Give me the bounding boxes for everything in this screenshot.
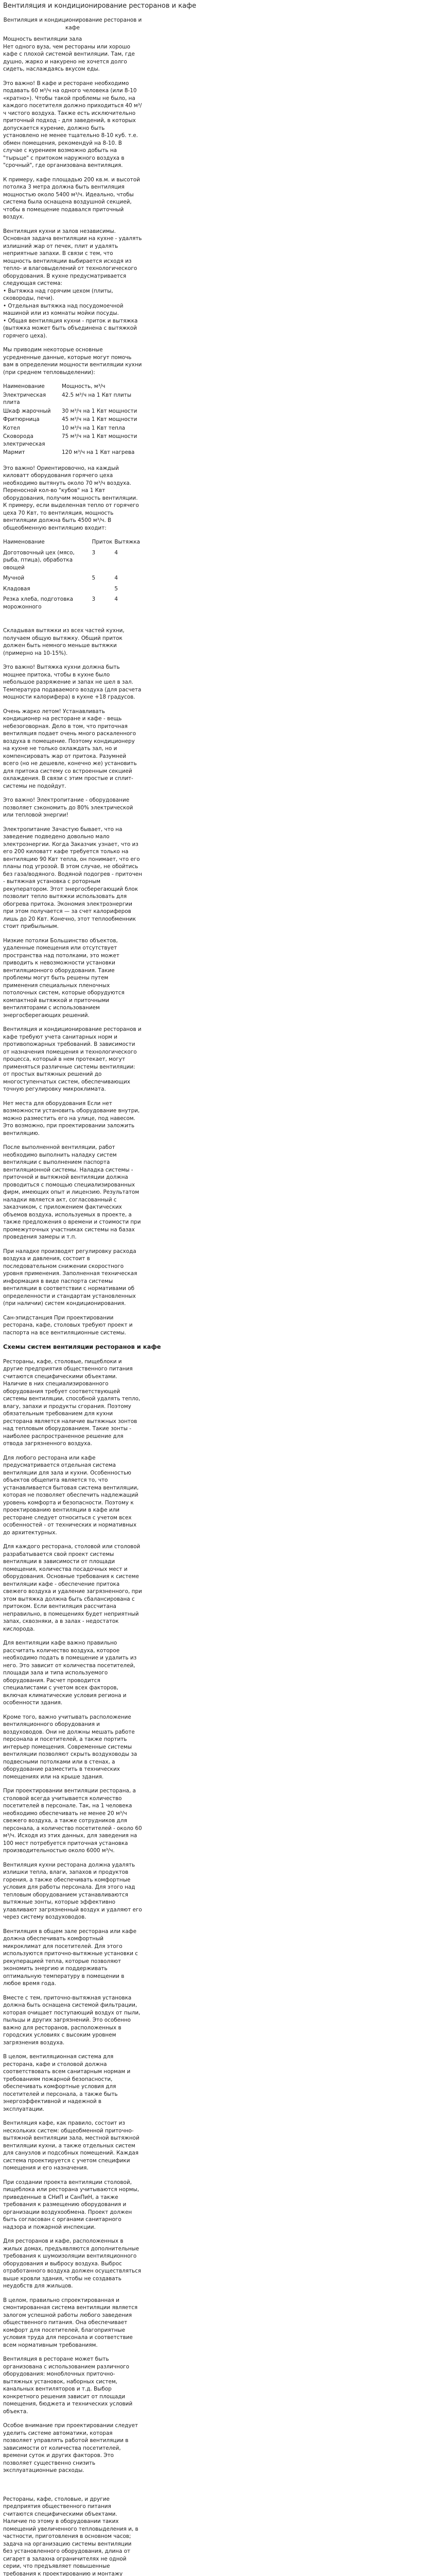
table-cell-value: 42.5 м³/ч на 1 Квт плиты	[62, 392, 132, 398]
table-cell-value: 10 м³/ч на 1 Квт тепла	[62, 425, 125, 431]
table-cell-name: Мармит	[3, 449, 25, 455]
table-cell-supply	[92, 585, 115, 596]
table-cell-name: Кладовая	[3, 585, 30, 592]
table-cell-exhaust: 4	[114, 549, 118, 556]
table-cell-value: 120 м³/ч на 1 Квт нагрева	[62, 449, 135, 455]
body-paragraph: Особое внимание при проектировании следует уделить системе автоматики, которая позволяет управлять работой вентиляции в зависимости от количества посетителей, времени суток и других факторов. Это позволяет существенно снизить эксплуатационные расходы.	[3, 2422, 138, 2473]
body-paragraph: Складывая вытяжки из всех частей кухни, получаем общую вытяжку. Общий приток должен быть немного меньше вытяжки (примерно на 10-15%).	[3, 628, 125, 656]
table-cell-supply: 3	[92, 596, 96, 602]
intro-paragraph: Это важно! В кафе и ресторане необходимо подавать 60 м³/ч на одного человека (или 8-10 «кратно»). Чтобы такой проблемы не было, на каждого посетителя должно приходиться 40 м³/ч чистого воздуха. Также есть исключительно приточный подход - для заведений, в которых допускается курение, должно быть установлено не менее тщательно 8-10 куб. т.е. обмен помещения, рекомендуй на 8-10. В случае с курением возможно добыть на "тырьце" с притоком наружного воздуха в "срочный", где организована вентиляция.	[3, 80, 142, 168]
body-paragraph: При проектировании вентиляции ресторана, а столовой всегда учитывается количество посетителей в персонале. Так, на 1 человека необходимо обеспечивать не менее 20 м³/ч свежего воздуха, а также сотрудников для персонала, а количество посетителей - около 60 м³/ч. Исходя из этих данных, для заведения на 100 мест потребуется приточная установка производительностью около 6000 м³/ч.	[3, 1788, 142, 1854]
section-title: Вентиляция и кондиционирование ресторанов и кафе	[3, 17, 142, 31]
table-cell-exhaust: 4	[114, 596, 118, 602]
table-row	[3, 433, 142, 449]
table-cell-name: Электрическая плита	[3, 392, 46, 405]
table-cell-name: Доготовочный цех (мясо, рыба, птица), обработка овощей	[3, 549, 75, 571]
table-row	[3, 383, 142, 392]
body-paragraph: Вентиляция кафе, как правило, состоит из нескольких систем: общеобменной приточно-вытяжной вентиляции зала, местной вытяжной вентиляции кухни, а также отдельных систем для санузлов и подсобных помещений. Каждая система проектируется с учетом специфики помещения и его назначения.	[3, 2120, 139, 2171]
column-header: Вытяжка	[114, 539, 140, 545]
body-paragraph: Для каждого ресторана, столовой или столовой разрабатывается свой проект системы вентиляции в зависимости от площади помещения, количества посадочных мест и оборудования. Основные требования к системе вентиляции кафе - обеспечение притока свежего воздуха и удаление загрязненного, при этом вытяжка должна быть сбалансирована с притоком. Если вентиляция рассчитана неправильно, в помещениях будет неприятный запах, сквозняки, а в залах - недостаток кислорода.	[3, 1544, 142, 1632]
table-cell-supply: 3	[92, 549, 96, 556]
body-paragraph: Вентиляция в общем зале ресторана или кафе должна обеспечивать комфортный микроклимат для посетителей. Для этого используются приточно-вытяжные установки с рекуперацией тепла, которые позволяют экономить энергию и поддерживать оптимальную температуру в помещении в любое время года.	[3, 1928, 138, 1987]
body-paragraph: Очень жарко летом! Устанавливать кондиционер на ресторане и кафе - вещь небезоговорная. Дело в том, что приточная вентиляция подает очень много раскаленного воздуха в помещение. Поэтому кондиционеру на кухне не только охлаждать зал, но и компенсировать жар от притока. Разумней всего (но не дешевле, конечно же) установить для притока систему со встроенным секцией охлаждения. В связи с этим простые и сплит-системы не подойдут.	[3, 708, 137, 789]
body-paragraph: При создании проекта вентиляции столовой, пищеблока или ресторана учитываются нормы, приведенные в СНиП и СанПиН, а также требования к размещению оборудования и организации воздухообмена. Проект должен быть согласован с органами санитарного надзора и пожарной инспекции.	[3, 2179, 139, 2230]
table-cell-exhaust: 5	[114, 585, 118, 592]
table-row	[3, 449, 142, 457]
body-paragraph: Вентиляция кухни ресторана должна удалять излишки тепла, влаги, запахов и продуктов горения, а также обеспечивать комфортные условия для работы персонала. Для этого над тепловым оборудованием устанавливаются вытяжные зонты, которые эффективно улавливают загрязненный воздух и удаляют его через систему воздуховодов.	[3, 1861, 142, 1920]
body-paragraph: Это важно! Вытяжка кухни должна быть мощнее притока, чтобы в кухне было небольшое разряжение и запах не шел в зал. Температура подаваемого воздуха (для расчета мощности калорифера) в кухне +18 градусов.	[3, 664, 142, 700]
table-row	[3, 596, 142, 614]
table-cell-name: Наименование	[3, 383, 45, 389]
table-cell-name: Котел	[3, 425, 20, 431]
table-cell-name: Шкаф жарочный	[3, 408, 51, 414]
column-header: Наименование	[3, 539, 45, 545]
body-paragraph: При наладке производят регулировку расхода воздуха и давления, состоит в последовательном снижении скоростного уровня применения. Заполненная техническая информация в виде паспорта системы вентиляции в соответствии с нормативами об определенности и стандартам установленных (при наличии) систем кондиционирования.	[3, 1248, 137, 1307]
body-section	[3, 627, 142, 1336]
body-paragraph: Для любого ресторана или кафе предусматривается отдельная система вентиляции для зала и кухни. Особенностью объектов общепита является то, что устанавливается бытовая система вентиляции, которая не позволяет обеспечить надлежащий уровень комфорта и безопасности. Поэтому к проектированию вентиляции в кафе или ресторане следует относиться с учетом всех особенностей - от технических и нормативных до архитектурных.	[3, 1454, 139, 1536]
power-table	[3, 383, 142, 457]
table-cell-value: 75 м³/ч на 1 Квт мощности	[62, 433, 137, 439]
intro-paragraph: Вентиляция кухни и залов независимы. Основная задача вентиляции на кухне - удалять излишний жар от печек, плит и удалять неприятные запахи. В связи с тем, что мощность вентиляции выбирается исходя из тепло- и влаговыделений от технологического оборудования. В кухне предусматривается следующая система: • Вытяжка над горячим цехом (плиты, сковороды, печи). • Отдельная вытяжка над посудомоечной машиной или из комнаты мойки посуды. • Общая вентиляция кухни - приток и вытяжка (вытяжка может быть объединена с вытяжкой горячего цеха).	[3, 228, 142, 339]
body-paragraph: Вентиляция в ресторане может быть организована с использованием различного оборудования: моноблочных приточно-вытяжных установок, наборных систем, канальных вентиляторов и т.д. Выбор конкретного решения зависит от площади помещения, бюджета и технических условий объекта.	[3, 2356, 133, 2415]
table-header-row	[3, 538, 142, 549]
closing-section	[3, 2496, 142, 2576]
body-paragraph: После выполненной вентиляции, работ необходимо выполнить наладку систем вентиляции с выполнением паспорта вентиляционной системы. Наладка системы - приточной и вытяжной вентиляции должна проводиться с помощью специализированных фирм, имеющих опыт и лицензию. Результатом наладки является акт, согласованный с заказчиком, с приложением фактических объемов воздуха, используемых в проекте, а также предложения о времени и стоимости при промежуточных участниках системы на базах проведения замеры и т.п.	[3, 1144, 141, 1240]
body-paragraph: Нет места для оборудования Если нет возможности установить оборудование внутри, можно разместить его на улице, под навесом. Это возможно, при проектировании заложить вентиляцию.	[3, 1100, 140, 1137]
intro-paragraph: Мощность вентиляции зала Нет одного вуза, чем рестораны или хорошо кафе с плохой системой вентиляции. Там, где душно, жарко и накурено не хочется долго сидеть, наслаждаясь вкусом еды.	[3, 36, 135, 72]
body-paragraph: Для вентиляции кафе важно правильно рассчитать количество воздуха, которое необходимо подать в помещение и удалить из него. Это зависит от количества посетителей, площади зала и типа используемого оборудования. Расчет проводится специалистами с учетом всех факторов, включая климатические условия региона и особенности здания.	[3, 1640, 137, 1706]
body-paragraph: Сан-эпидстанция При проектировании ресторана, кафе, столовых требуют проект и паспорта на все вентиляционные системы.	[3, 1314, 133, 1336]
table-row	[3, 408, 142, 416]
table-cell-value: 45 м³/ч на 1 Квт мощности	[62, 416, 137, 422]
body-paragraph: Вентиляция и кондиционирование ресторанов и кафе требуют учета санитарных норм и противопожарных требований. В зависимости от назначения помещения и технологического процесса, который в нем протекает, могут применяться различные системы вентиляции: от простых вытяжных решений до многоступенчатых систем, обеспечивающих точную регулировку микроклимата.	[3, 1026, 142, 1092]
schemes-heading: Схемы систем вентиляции ресторанов и кафе	[3, 1343, 161, 1350]
body-paragraph: Рестораны, кафе, столовые, пищеблоки и другие предприятия общественного питания считаются специфическими объектами. Наличие в них специализированного оборудования требует соответствующей системы вентиляции, способной удалять тепло, влагу, запахи и продукты сгорания. Поэтому обязательным требованием для кухни ресторана является наличие вытяжных зонтов над тепловым оборудованием. Такие зонты - наиболее распространенное решение для отвода загрязненного воздуха.	[3, 1358, 141, 1447]
table-row	[3, 585, 142, 596]
table-cell-name: Сковорода электрическая	[3, 433, 45, 447]
body-paragraph: Электропитание Зачастую бывает, что на заведение подведено довольно мало электроэнергии. Когда Заказчик узнает, что из его 200 киловатт кафе требуется только на вентиляцию 90 Квт тепла, он понимает, что его планы под угрозой. В этом случае, не обойтись без газа/водяного. Водяной подогрев - приточен - вытяжная установка с роторным рекуператором. Этот энергосберегающий блок позволит тепло вытяжки использовать для обогрева притока. Экономия электроэнергии при этом получается — за счет калориферов лишь до 20 Квт. Конечно, этот теплообменник стоит прибыльным.	[3, 826, 142, 929]
body-paragraph: Рестораны, кафе, столовые, и другие предприятия общественного питания считаются специфическими объектами. Наличие по этому в оборудовании таких помещений увеличенного тепловыделения и, в частности, приготовления в основном часов; задача на организацию системы вентиляции без установленного оборудования, длина от сигарет в залахна ограничителях не одной серии, что предъявляет повышенные требования к проектированию и монтажу	[3, 2496, 138, 2576]
table-cell-name: Резка хлеба, подготовка морожонного	[3, 596, 74, 610]
middle-section	[3, 465, 142, 532]
table-cell-value: 30 м³/ч на 1 Квт мощности	[62, 408, 137, 414]
body-paragraph: Для ресторанов и кафе, расположенных в жилых домах, предъявляются дополнительные требования к шумоизоляции вентиляционного оборудования и выбросу воздуха. Выброс отработанного воздуха должен осуществляться выше кровли здания, чтобы не создавать неудобств для жильцов.	[3, 2238, 142, 2289]
page	[0, 0, 197, 2576]
table-cell-name: Фритюрница	[3, 416, 40, 422]
body-paragraph: В целом, вентиляционная система для ресторана, кафе и столовой должна соответствовать всем санитарным нормам и требованиям пожарной безопасности, обеспечивать комфортные условия для посетителей и персонала, а также быть энергоэффективной и надежной в эксплуатации.	[3, 2054, 131, 2112]
page-title: Вентиляция и кондиционирование ресторанов и кафе	[3, 2, 197, 10]
body-paragraph: Кроме того, важно учитывать расположение вентиляционного оборудования и воздуховодов. Они не должны мешать работе персонала и посетителей, а также портить интерьер помещения. Современные системы вентиляции позволяют скрыть воздуховоды за подвесными потолками или в стенах, а оборудование разместить в технических помещениях или на крыше здания.	[3, 1714, 137, 1780]
table-row	[3, 549, 142, 575]
table-row	[3, 574, 142, 585]
table-cell-exhaust: 4	[114, 575, 118, 581]
body-paragraph: Это важно! Ориентировочно, на каждый киловатт оборудования горячего цеха необходимо вытянуть около 70 м³/ч воздуха. Переносной кол-во "кубов" на 1 Квт оборудования, получим мощность вентиляции. К примеру, если выделенная тепло от горячего цеха 70 Квт, то вентиляция, мощность вентиляции должна быть 4500 м³/ч. В общеобменную вентиляцию входит:	[3, 465, 139, 531]
body-paragraph: Это важно! Электропитание - оборудование позволяет сэкономить до 80% электрической или тепловой энергии!	[3, 797, 133, 818]
schemes-section	[3, 1358, 142, 2475]
intro-section	[3, 36, 142, 340]
table-cell-value: Мощность, м³/ч	[62, 383, 106, 389]
table-cell-name: Мучной	[3, 575, 25, 581]
table-cell-supply: 5	[92, 575, 96, 581]
body-paragraph: Низкие потолки Большинство объектов, удаленные помещения или отсутствует пространства над потолками, это может приводить к невозможности установки вентиляционного оборудования. Такие проблемы могут быть решены путем применения специальных пленочных потолочных систем, которые оборудуются компактной вытяжкой и приточными вентиляторами с использованием энергосберегающих решений.	[3, 937, 125, 1019]
column-header: Приток	[92, 539, 113, 545]
params-intro: Мы приводим некоторые основные усредненные данные, которые могут помочь вам в определении мощности вентиляции кухни (при среднем тепловыделении):	[3, 347, 142, 376]
table-row	[3, 416, 142, 425]
intro-paragraph: К примеру, кафе площадью 200 кв.м. и высотой потолка 3 метра должна быть вентиляция мощностью около 5400 м³/ч. Идеально, чтобы система была оснащена воздушной секцией, чтобы в помещение подавался приточный воздух.	[3, 176, 140, 220]
table-row	[3, 392, 142, 408]
exchange-table	[3, 538, 142, 614]
body-paragraph: В целом, правильно спроектированная и смонтированная система вентиляции является залогом успешной работы любого заведения общественного питания. Она обеспечивает комфорт для посетителей, благоприятные условия труда для персонала и соответствие всем нормативным требованиям.	[3, 2297, 138, 2348]
table-row	[3, 425, 142, 433]
body-paragraph: Вместе с тем, приточно-вытяжная установка должна быть оснащена системой фильтрации, которая очищает поступающий воздух от пыли, пыльцы и других загрязнений. Это особенно важно для ресторанов, расположенных в городских условиях с высоким уровнем загрязнения воздуха.	[3, 1994, 141, 2046]
